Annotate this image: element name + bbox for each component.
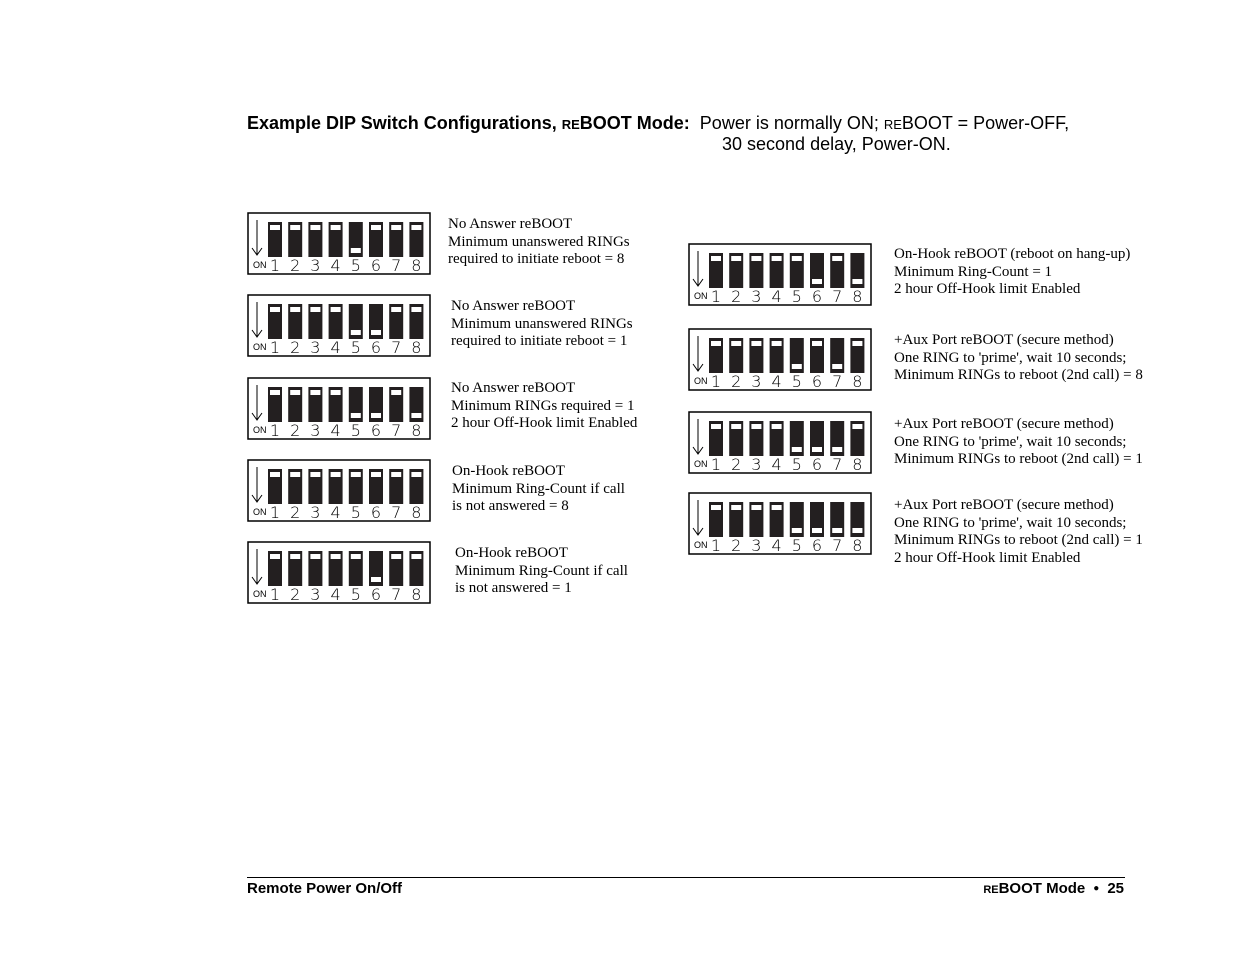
- dip-switch-knob-2: [290, 225, 300, 230]
- dip-number-4: 4: [771, 372, 782, 391]
- dip-number-4: 4: [771, 536, 782, 555]
- dip-switch-block: [688, 328, 872, 391]
- dip-number-7: 7: [832, 372, 843, 391]
- config-description: [894, 332, 1143, 385]
- dip-number-5: 5: [350, 338, 361, 357]
- dip-switch-knob-8: [852, 424, 862, 429]
- dip-switch-knob-6: [371, 472, 381, 477]
- dip-number-6: 6: [370, 585, 382, 604]
- dip-number-2: 2: [290, 256, 301, 275]
- dip-number-1: 1: [710, 455, 722, 474]
- description-line: Minimum RINGs required = 1: [451, 397, 635, 414]
- dip-switch-knob-4: [772, 424, 782, 429]
- dip-switch-knob-1: [711, 424, 721, 429]
- heading-line1-re: RE: [883, 117, 902, 132]
- dip-switch-block: [247, 212, 431, 275]
- dip-number-1: 1: [269, 256, 281, 275]
- dip-switch-graphic: [688, 243, 872, 306]
- dip-switch-knob-8: [411, 554, 421, 559]
- dip-switch-knob-4: [331, 225, 341, 230]
- config-description: [452, 463, 625, 516]
- dip-number-6: 6: [811, 287, 823, 306]
- description-line: 2 hour Off-Hook limit Enabled: [894, 281, 1081, 297]
- dip-switch-knob-4: [331, 390, 341, 395]
- dip-switch-knob-1: [711, 505, 721, 510]
- dip-switch-knob-6: [371, 330, 381, 335]
- page-number: 25: [1107, 880, 1124, 897]
- dip-number-8: 8: [411, 421, 422, 440]
- footer-right: [983, 880, 1124, 897]
- dip-switch-knob-8: [852, 279, 862, 284]
- dip-number-8: 8: [411, 585, 422, 604]
- dip-switch-knob-3: [310, 390, 320, 395]
- dip-number-7: 7: [832, 287, 843, 306]
- dip-switch-knob-7: [391, 307, 401, 312]
- dip-switch-block: [688, 243, 872, 306]
- dip-number-4: 4: [330, 338, 341, 357]
- heading-line1-a: Power is normally ON;: [699, 113, 884, 133]
- description-line: required to initiate reboot = 8: [448, 251, 625, 267]
- dip-switch-knob-2: [290, 554, 300, 559]
- dip-switch-knob-8: [852, 528, 862, 533]
- dip-switch-knob-1: [711, 256, 721, 261]
- dip-number-1: 1: [710, 287, 722, 306]
- dip-switch-graphic: [688, 328, 872, 391]
- description-line: is not answered = 8: [452, 498, 569, 514]
- description-line: Minimum Ring-Count = 1: [894, 263, 1053, 280]
- dip-number-1: 1: [710, 372, 722, 391]
- dip-number-2: 2: [731, 287, 742, 306]
- dip-switch-knob-5: [351, 248, 361, 253]
- dip-switch-knob-7: [832, 447, 842, 452]
- dip-switch-knob-1: [711, 341, 721, 346]
- description-line: On-Hook reBOOT: [455, 545, 568, 561]
- dip-switch-knob-2: [731, 505, 741, 510]
- dip-number-7: 7: [391, 256, 402, 275]
- dip-number-3: 3: [310, 338, 321, 357]
- dip-number-8: 8: [411, 256, 422, 275]
- dip-number-6: 6: [811, 372, 823, 391]
- description-line: Minimum Ring-Count if call: [452, 480, 625, 497]
- dip-number-8: 8: [852, 536, 863, 555]
- dip-switch-knob-3: [751, 424, 761, 429]
- dip-switch-knob-1: [270, 307, 280, 312]
- on-label: ON: [253, 589, 267, 599]
- dip-number-4: 4: [771, 455, 782, 474]
- dip-number-8: 8: [852, 287, 863, 306]
- dip-switch-knob-5: [792, 256, 802, 261]
- dip-number-8: 8: [411, 338, 422, 357]
- description-line: Minimum RINGs to reboot (2nd call) = 1: [894, 532, 1143, 548]
- dip-switch-knob-4: [331, 472, 341, 477]
- dip-number-5: 5: [791, 536, 802, 555]
- description-line: One RING to 'prime', wait 10 seconds;: [894, 433, 1127, 450]
- dip-switch-knob-7: [391, 472, 401, 477]
- dip-number-4: 4: [330, 503, 341, 522]
- dip-number-1: 1: [269, 338, 281, 357]
- dip-number-5: 5: [791, 455, 802, 474]
- dip-number-3: 3: [751, 455, 762, 474]
- dip-switch-knob-6: [812, 447, 822, 452]
- dip-switch-knob-8: [411, 307, 421, 312]
- dip-number-2: 2: [290, 338, 301, 357]
- dip-switch-knob-3: [310, 472, 320, 477]
- description-line: One RING to 'prime', wait 10 seconds;: [894, 349, 1127, 366]
- dip-switch-graphic: [247, 212, 431, 275]
- dip-number-5: 5: [350, 421, 361, 440]
- dip-switch-block: [247, 459, 431, 522]
- dip-switch-knob-2: [290, 390, 300, 395]
- dip-number-3: 3: [310, 585, 321, 604]
- dip-switch-knob-1: [270, 225, 280, 230]
- dip-number-1: 1: [710, 536, 722, 555]
- dip-switch-block: [247, 377, 431, 440]
- dip-switch-graphic: [247, 377, 431, 440]
- dip-number-5: 5: [791, 372, 802, 391]
- dip-switch-knob-3: [310, 307, 320, 312]
- dip-switch-block: [688, 411, 872, 474]
- dip-switch-knob-8: [411, 225, 421, 230]
- config-description: [451, 298, 633, 351]
- description-line: +Aux Port reBOOT (secure method): [894, 416, 1114, 432]
- dip-switch-knob-6: [371, 225, 381, 230]
- description-line: +Aux Port reBOOT (secure method): [894, 332, 1114, 348]
- dip-switch-knob-5: [351, 413, 361, 418]
- dip-switch-knob-3: [310, 554, 320, 559]
- dip-switch-knob-4: [772, 256, 782, 261]
- description-line: +Aux Port reBOOT (secure method): [894, 497, 1114, 513]
- dip-switch-block: [688, 492, 872, 555]
- description-line: 2 hour Off-Hook limit Enabled: [894, 549, 1081, 566]
- description-line: Minimum RINGs to reboot (2nd call) = 8: [894, 367, 1143, 383]
- dip-number-3: 3: [751, 372, 762, 391]
- dip-number-3: 3: [310, 503, 321, 522]
- dip-switch-knob-7: [391, 390, 401, 395]
- dip-switch-knob-7: [391, 225, 401, 230]
- dip-switch-knob-5: [351, 330, 361, 335]
- dip-switch-knob-7: [391, 554, 401, 559]
- dip-switch-graphic: [247, 541, 431, 604]
- dip-switch-graphic: [247, 459, 431, 522]
- dip-number-7: 7: [832, 536, 843, 555]
- dip-switch-knob-7: [832, 256, 842, 261]
- description-line: Minimum unanswered RINGs: [448, 233, 630, 250]
- dip-number-7: 7: [391, 338, 402, 357]
- dip-switch-knob-1: [270, 472, 280, 477]
- footer-re-small: RE: [983, 884, 999, 896]
- description-line: is not answered = 1: [455, 580, 572, 596]
- dip-number-2: 2: [290, 585, 301, 604]
- config-description: [894, 246, 1130, 299]
- dip-number-4: 4: [330, 585, 341, 604]
- dip-switch-knob-5: [351, 472, 361, 477]
- dip-switch-knob-8: [411, 413, 421, 418]
- dip-number-6: 6: [370, 421, 382, 440]
- dip-switch-knob-2: [731, 256, 741, 261]
- dip-switch-block: [247, 294, 431, 357]
- dip-number-8: 8: [411, 503, 422, 522]
- on-label: ON: [253, 507, 267, 517]
- dip-switch-knob-3: [751, 256, 761, 261]
- dip-number-7: 7: [832, 455, 843, 474]
- dip-number-2: 2: [731, 455, 742, 474]
- dip-switch-graphic: [688, 411, 872, 474]
- dip-switch-knob-8: [411, 472, 421, 477]
- heading-re-small: RE: [561, 117, 580, 132]
- dip-switch-knob-5: [351, 554, 361, 559]
- dip-switch-knob-3: [751, 341, 761, 346]
- dip-number-8: 8: [852, 455, 863, 474]
- description-line: Minimum Ring-Count if call: [455, 562, 628, 579]
- dip-switch-knob-2: [731, 341, 741, 346]
- dip-number-3: 3: [751, 287, 762, 306]
- footer-left: Remote Power On/Off: [247, 880, 403, 897]
- dip-number-2: 2: [290, 503, 301, 522]
- dip-number-6: 6: [811, 536, 823, 555]
- dip-switch-knob-7: [832, 364, 842, 369]
- dip-number-5: 5: [350, 503, 361, 522]
- dip-switch-knob-1: [270, 390, 280, 395]
- description-line: Minimum unanswered RINGs: [451, 315, 633, 332]
- dip-number-2: 2: [290, 421, 301, 440]
- config-description: [455, 545, 628, 598]
- dip-switch-knob-3: [310, 225, 320, 230]
- description-line: Minimum RINGs to reboot (2nd call) = 1: [894, 451, 1143, 467]
- dip-number-7: 7: [391, 503, 402, 522]
- dip-number-4: 4: [330, 256, 341, 275]
- dip-switch-knob-4: [331, 307, 341, 312]
- dip-number-7: 7: [391, 585, 402, 604]
- dip-switch-knob-8: [852, 341, 862, 346]
- on-label: ON: [694, 291, 708, 301]
- description-line: On-Hook reBOOT: [452, 463, 565, 479]
- dip-number-5: 5: [791, 287, 802, 306]
- dip-switch-knob-6: [812, 528, 822, 533]
- dip-number-1: 1: [269, 503, 281, 522]
- footer-section-title: BOOT Mode: [998, 880, 1086, 897]
- dip-number-6: 6: [370, 256, 382, 275]
- dip-switch-block: [247, 541, 431, 604]
- on-label: ON: [694, 459, 708, 469]
- dip-switch-knob-4: [331, 554, 341, 559]
- page-heading: [247, 113, 1070, 154]
- dip-number-4: 4: [330, 421, 341, 440]
- dip-number-7: 7: [391, 421, 402, 440]
- config-description: [451, 380, 637, 433]
- description-line: 2 hour Off-Hook limit Enabled: [451, 415, 638, 431]
- dip-switch-knob-5: [792, 447, 802, 452]
- dip-switch-knob-5: [792, 364, 802, 369]
- dip-number-4: 4: [771, 287, 782, 306]
- dip-switch-knob-6: [812, 341, 822, 346]
- heading-line1-b: BOOT = Power-OFF,: [901, 113, 1070, 133]
- footer-rule: [247, 877, 1125, 878]
- dip-number-3: 3: [310, 256, 321, 275]
- dip-number-6: 6: [811, 455, 823, 474]
- dip-switch-knob-6: [371, 413, 381, 418]
- heading-boot-mode: BOOT Mode:: [579, 113, 690, 133]
- dip-switch-knob-3: [751, 505, 761, 510]
- description-line: No Answer reBOOT: [451, 298, 576, 314]
- dip-number-3: 3: [310, 421, 321, 440]
- config-description: [894, 497, 1143, 567]
- config-description: [448, 216, 630, 269]
- dip-number-2: 2: [731, 372, 742, 391]
- description-line: required to initiate reboot = 1: [451, 333, 628, 349]
- description-line: One RING to 'prime', wait 10 seconds;: [894, 514, 1127, 531]
- dip-number-3: 3: [751, 536, 762, 555]
- dip-switch-knob-4: [772, 505, 782, 510]
- heading-bold-prefix: Example DIP Switch Configurations,: [247, 113, 562, 133]
- dip-switch-knob-5: [792, 528, 802, 533]
- dip-number-6: 6: [370, 503, 382, 522]
- dip-switch-knob-2: [290, 472, 300, 477]
- dip-switch-knob-4: [772, 341, 782, 346]
- config-description: [894, 416, 1143, 469]
- footer-bullet-icon: ●: [1093, 883, 1100, 894]
- dip-number-1: 1: [269, 421, 281, 440]
- on-label: ON: [694, 540, 708, 550]
- dip-switch-graphic: [688, 492, 872, 555]
- on-label: ON: [694, 376, 708, 386]
- dip-switch-knob-6: [812, 279, 822, 284]
- dip-number-5: 5: [350, 256, 361, 275]
- dip-number-6: 6: [370, 338, 382, 357]
- dip-switch-graphic: [247, 294, 431, 357]
- description-line: On-Hook reBOOT (reboot on hang-up): [894, 246, 1131, 262]
- description-line: No Answer reBOOT: [451, 380, 576, 396]
- dip-switch-knob-2: [290, 307, 300, 312]
- on-label: ON: [253, 342, 267, 352]
- on-label: ON: [253, 425, 267, 435]
- dip-switch-knob-2: [731, 424, 741, 429]
- dip-switch-knob-1: [270, 554, 280, 559]
- dip-number-8: 8: [852, 372, 863, 391]
- dip-switch-knob-6: [371, 577, 381, 582]
- dip-number-2: 2: [731, 536, 742, 555]
- dip-number-1: 1: [269, 585, 281, 604]
- on-label: ON: [253, 260, 267, 270]
- dip-number-5: 5: [350, 585, 361, 604]
- heading-line2: 30 second delay, Power-ON.: [722, 134, 951, 154]
- description-line: No Answer reBOOT: [448, 216, 573, 232]
- dip-switch-knob-7: [832, 528, 842, 533]
